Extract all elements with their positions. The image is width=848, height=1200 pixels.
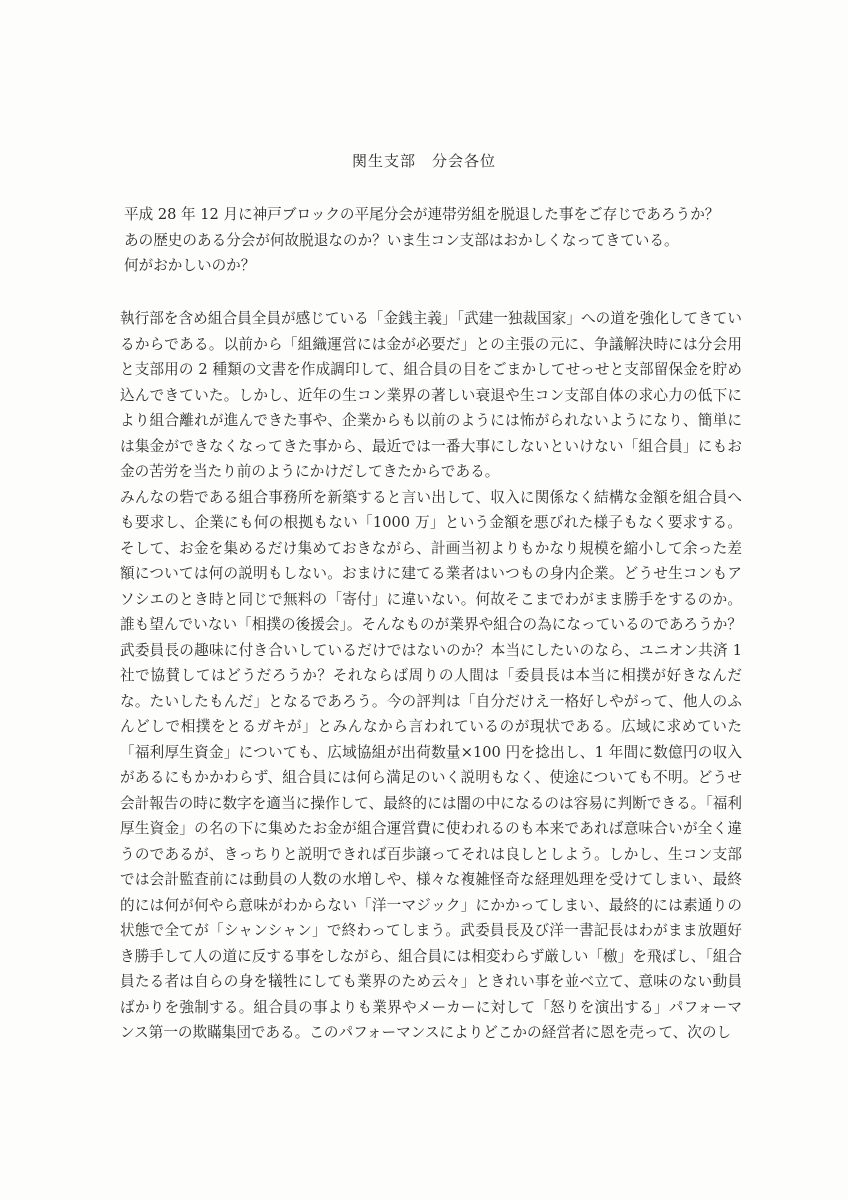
- intro-line: あの歴史のある分会が何故脱退なのか？いま生コン支部はおかしくなってきている。: [124, 231, 679, 249]
- intro-line: 平成 28 年 12 月に神戸ブロックの平尾分会が連帯労組を脱退した事をご存じであろうか？: [124, 206, 720, 223]
- body-paragraph: みんなの砦である組合事務所を新築すると言い出して、収入に関係なく結構な金額を組合員へも要求し、企業にも何の根拠もない「1000 万」という金額を悪びれた様子もなく要求する。そして、お金を集めるだけ集めておきながら、計画当初よりもかなり規模を縮小して余った差額については何の説明もしない。おまけに建てる業者はいつもの身内企業。どうせ生コンもアソシエのとき時と同じで無料の「寄付」に違いない。何故そこまでわがまま勝手をするのか。誰も望んでいない「相撲の後援会」。そんなものが業界や組合の為になっているのであろうか？武委員長の趣味に付き合いしているだけではないのか？本当にしたいのなら、ユニオン共済 1 社で協賛してはどうだろうか？それならば周りの人間は「委員長は本当に相撲が好きなんだな。たいしたもんだ」となるであろう。今の評判は「自分だけえ一格好しやがって、他人のふんどしで相撲をとるガキが」とみんなから言われているのが現状である。広域に求めていた「福利厚生資金」についても、広域協組が出荷数量×100 円を捻出し、1 年間に数億円の収入があるにもかかわらず、組合員には何ら満足のいく説明もなく、使途についても不明。どうせ会計報告の時に数字を適当に操作して、最終的には闇の中になるのは容易に判断できる。「福利厚生資金」の名の下に集めたお金が組合運営費に使われるのも本来であれば意味合いが全く違うのであるが、きっちりと説明できれば百歩譲ってそれは良しとしよう。しかし、生コン支部では会計監査前には動員の人数の水増しや、様々な複雑怪奇な経理処理を受けてしまい、最終的には何が何やら意味がわからない「洋一マジック」にかかってしまい、最終的には素通りの状態で全てが「シャンシャン」で終わってしまう。武委員長及び洋一書記長はわがまま放題好き勝手して人の道に反する事をしながら、組合員には相変わらず厳しい「檄」を飛ばし、「組合員たる者は自らの身を犠牲にしても業界のため云々」ときれい事を並べ立て、意味のない動員ばかりを強制する。組合員の事よりも業界やメーカーに対して「怒りを演出する」パフォーマンス第一の欺瞞集団である。このパフォーマンスによりどこかの経営者に恩を売って、次のし: [120, 488, 742, 1041]
- intro-line: 何がおかしいのか？: [124, 257, 256, 274]
- body-paragraph: 執行部を含め組合員全員が感じている「金銭主義」「武建一独裁国家」への道を強化してきているからである。以前から「組織運営には金が必要だ」との主張の元に、争議解決時には分会用と支部用の 2 種類の文書を作成調印して、組合員の目をごまかしてせっせと支部留保金を貯め込んできていた。しかし、近年の生コン業界の著しい衰退や生コン支部自体の求心力の低下により組合離れが進んできた事や、企業からも以前のようには怖がられないようになり、簡単には集金ができなくなってきた事から、最近では一番大事にしないといけない「組合員」にもお金の苦労を当たり前のようにかけだしてきたからである。: [120, 310, 742, 480]
- body-text: [120, 306, 742, 1046]
- intro-block: [124, 202, 744, 279]
- document-title: 関生支部 分会各位: [351, 152, 496, 170]
